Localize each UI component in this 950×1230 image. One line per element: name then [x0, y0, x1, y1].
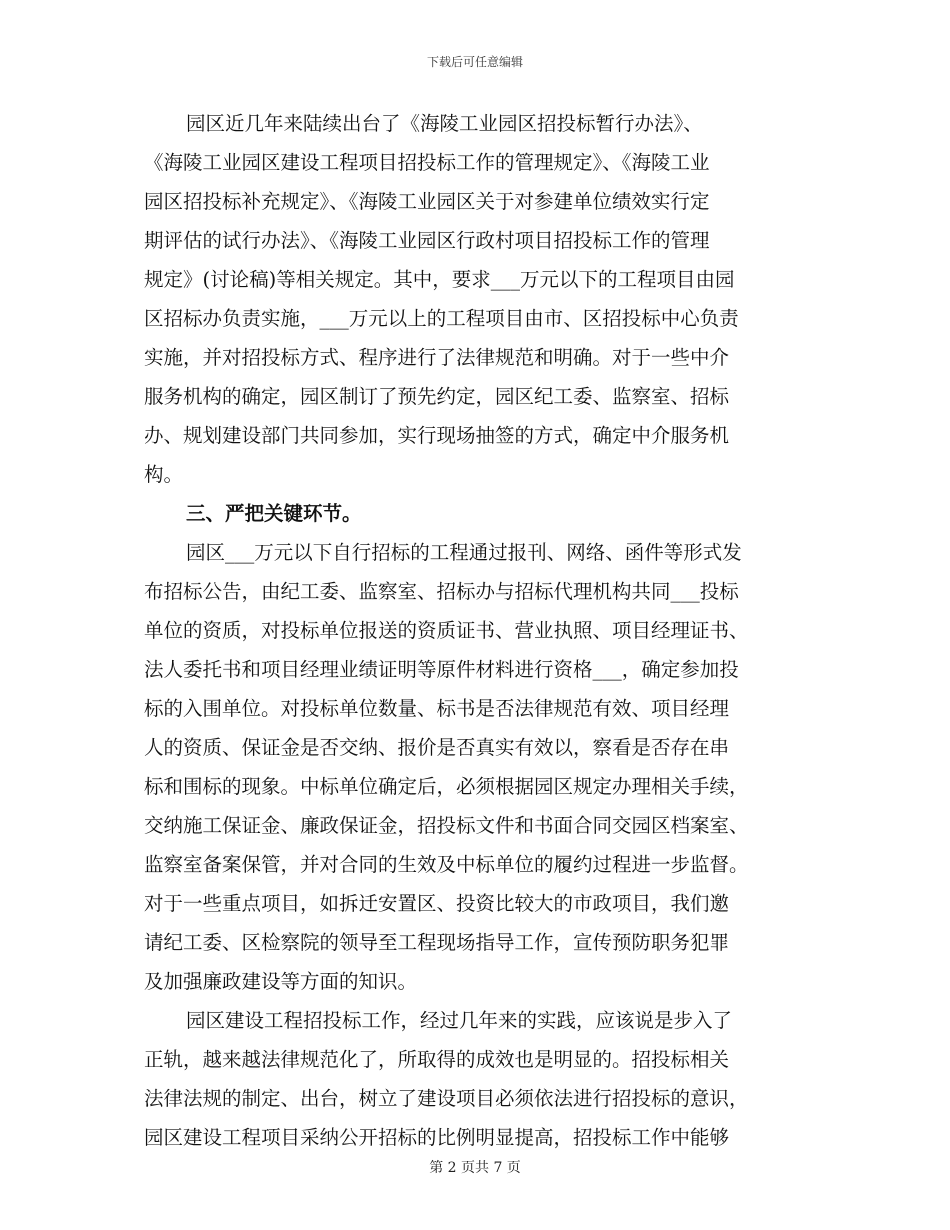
- page-header: 下载后可任意编辑: [426, 55, 523, 69]
- text-line: 交纳施工保证金、廉政保证金，招投标文件和书面合同交园区档案室、: [144, 814, 749, 837]
- text-line: 标的入围单位。对投标单位数量、标书是否法律规范有效、项目经理: [144, 697, 730, 720]
- text-line: 及加强廉政建设等方面的知识。: [144, 970, 418, 993]
- text-line: 园区招投标补充规定》、《海陵工业园区关于对参建单位绩效实行定: [144, 190, 710, 213]
- text-line: 法律法规的制定、出台，树立了建设项目必须依法进行招投标的意识，: [144, 1087, 749, 1110]
- page-number: 第 2 页共 7 页: [429, 1160, 521, 1176]
- text-line: 监察室备案保管，并对合同的生效及中标单位的履约过程进一步监督。: [144, 853, 749, 876]
- text-line: 对于一些重点项目，如拆迁安置区、投资比较大的市政项目，我们邀: [144, 892, 730, 915]
- section-heading: 三、严把关键环节。: [186, 502, 362, 525]
- text-line: 正轨，越来越法律规范化了，所取得的成效也是明显的。招投标相关: [144, 1048, 730, 1071]
- text-line: 《海陵工业园区建设工程项目招投标工作的管理规定》、《海陵工业: [144, 151, 710, 174]
- paragraph-regulations: [144, 104, 812, 494]
- text-line: 规定》(讨论稿)等相关规定。其中，要求___万元以下的工程项目由园: [144, 268, 735, 291]
- text-line: 布招标公告，由纪工委、监察室、招标办与招标代理机构共同___投标: [144, 580, 739, 603]
- text-line: 园区___万元以下自行招标的工程通过报刊、网络、函件等形式发: [186, 541, 742, 564]
- paragraph-key-links: [144, 533, 812, 1001]
- text-line: 实施，并对招投标方式、程序进行了法律规范和明确。对于一些中介: [144, 346, 730, 369]
- text-line: 单位的资质，对投标单位报送的资质证书、营业执照、项目经理证书、: [144, 619, 749, 642]
- text-line: 园区近几年来陆续出台了《海陵工业园区招投标暂行办法》、: [186, 112, 703, 135]
- text-line: 标和围标的现象。中标单位确定后，必须根据园区规定办理相关手续，: [144, 775, 749, 798]
- text-line: 园区建设工程项目采纳公开招标的比例明显提高，招投标工作中能够: [144, 1126, 730, 1149]
- text-line: 服务机构的确定，园区制订了预先约定，园区纪工委、监察室、招标: [144, 385, 730, 408]
- text-line: 构。: [144, 463, 184, 486]
- text-line: 园区建设工程招投标工作，经过几年来的实践，应该说是步入了: [186, 1009, 733, 1032]
- text-line: 办、规划建设部门共同参加，实行现场抽签的方式，确定中介服务机: [144, 424, 730, 447]
- text-line: 区招标办负责实施，___万元以上的工程项目由市、区招投标中心负责: [144, 307, 739, 330]
- document-body: [144, 104, 812, 1157]
- text-line: 人的资质、保证金是否交纳、报价是否真实有效以，察看是否存在串: [144, 736, 730, 759]
- text-line: 期评估的试行办法》、《海陵工业园区行政村项目招投标工作的管理: [144, 229, 710, 252]
- text-line: 法人委托书和项目经理业绩证明等原件材料进行资格___，确定参加投: [144, 658, 739, 681]
- paragraph-results: [144, 1001, 812, 1157]
- text-line: 请纪工委、区检察院的领导至工程现场指导工作，宣传预防职务犯罪: [144, 931, 730, 954]
